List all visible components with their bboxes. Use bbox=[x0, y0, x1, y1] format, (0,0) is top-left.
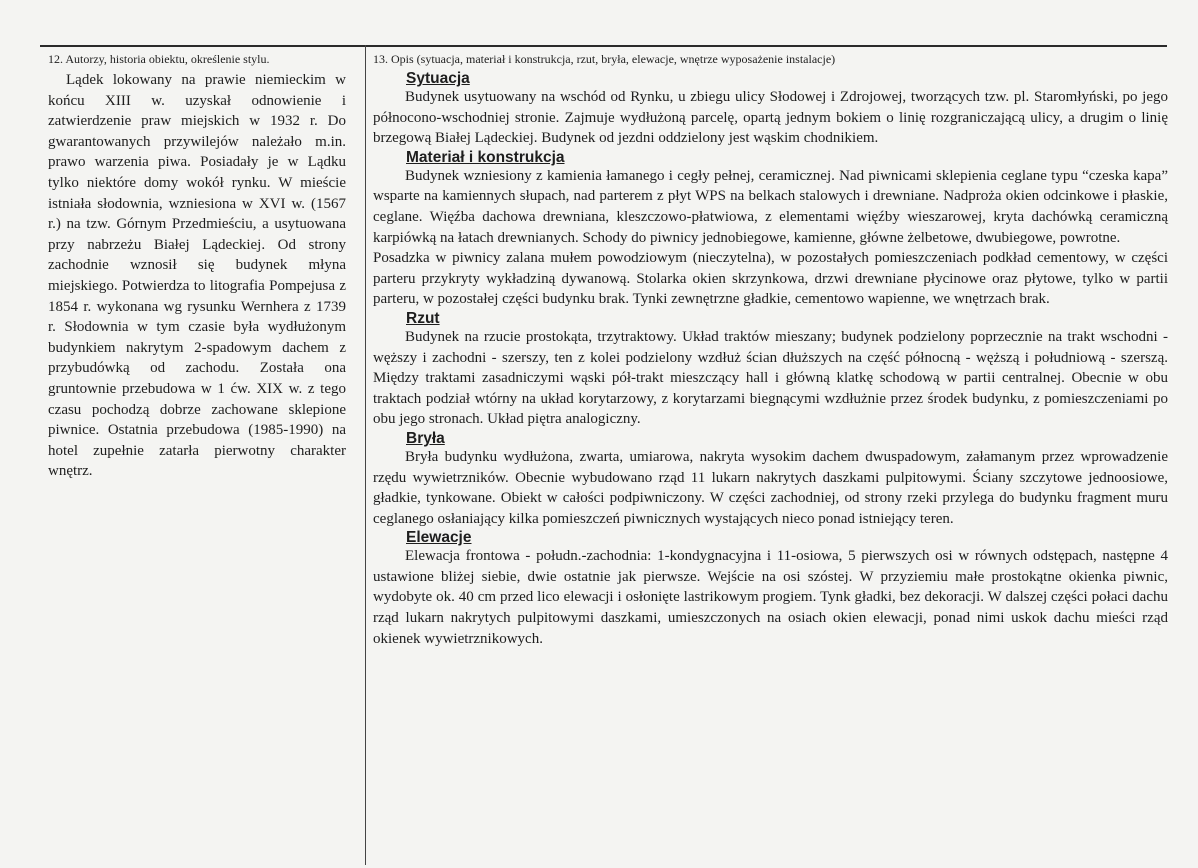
section-paragraph: Elewacja frontowa - połudn.-zachodnia: 1-kondygnacyjna i 11-osiowa, 5 pierwszych osi w równych odstępach, następne 4 ustawione bliżej siebie, dwie ostatnie jak pierwsze. Wejście na osi szóstej. W przyziemiu małe prostokątne okienka piwnic, wydobyte ok. 40 cm przed lico elewacji i osłonięte lastrikowym progiem. Tynk gładki, bez dekoracji. W dalszej części połaci dachu rząd lukarn nakrytych pulpitowymi daszkami, umieszczonych na osiach okien elewacji, ponad nimi uskok dachu mieści rząd okienek wywietrznikowych. bbox=[373, 548, 1168, 647]
section-title: Materiał i konstrukcja bbox=[406, 148, 565, 166]
history-header: 12. Autorzy, historia obiektu, określenie stylu. bbox=[48, 52, 270, 66]
section-material bbox=[373, 149, 1168, 310]
section-title: Bryła bbox=[406, 429, 445, 447]
section-paragraph: Budynek usytuowany na wschód od Rynku, u zbiegu ulicy Słodowej i Zdrojowej, tworzących tzw. pl. Staromłyński, po jego północono-wschodniej stronie. Zajmuje wydłużoną parcelę, opartą jednym bokiem o linię rozgraniczającą ulicy, a drugim o linię brzegową Białej Lądeckiej. Budynek od jezdni oddzielony jest wąskim chodnikiem. bbox=[373, 89, 1168, 147]
history-column bbox=[48, 50, 348, 482]
section-paragraph: Bryła budynku wydłużona, zwarta, umiarowa, nakryta wysokim dachem dwuspadowym, załamanym przez wprowadzenie rzędu wywietrzników. Obecnie wybudowano rząd 11 lukarn nakrytych daszkami pulpitowymi. Ściany szczytowe jednoosiowe, gładkie, tynkowane. Obiekt w całości podpiwniczony. W części zachodniej, od strony rzeki przylega do budynku fragment muru ceglanego osłaniający kilka pomieszczeń piwnicznych wystających nieco ponad istniejący teren. bbox=[373, 448, 1168, 527]
history-text: Lądek lokowany na prawie niemieckim w końcu XIII w. uzyskał odnowienie i zatwierdzenie praw miejskich w 1932 r. Do gwarantowanych przywilejów należało m.in. prawo warzenia piwa. Posiadały je w Lądku tylko niektóre domy wokół rynku. W mieście istniała słodownia, wzniesiona w XVI w. (1567 r.) na tzw. Górnym Przedmieściu, a usytuowana przy nabrzeżu Białej Lądeckiej. Od strony zachodnie wznosił się budynek młyna miejskiego. Potwierdza to litografia Pompejusa z 1854 r. wykonana wg rysunku Wernhera z 1739 r. Słodownia w tym czasie była wydłużonym budynkiem nakrytym 2-spadowym dachem z przybudówką od zachodu. Została ona gruntownie przebudowa w 1 ćw. XIX w. z tego czasu pochodzą dobrze zachowane sklepione piwnice. Ostatnia przebudowa (1985-1990) na hotel zupełnie zatarła pierwotny charakter wnętrz. bbox=[48, 72, 346, 480]
description-header: 13. Opis (sytuacja, materiał i konstrukcja, rzut, bryła, elewacje, wnętrze wyposażenie instalacje) bbox=[373, 52, 836, 66]
section-paragraph: Budynek wzniesiony z kamienia łamanego i cegły pełnej, ceramicznej. Nad piwnicami sklepienia ceglane typu “czeska kapa” wsparte na kamiennych słupach, nad parterem z płyt WPS na belkach stalowych i drewniane. Nadproża okien odcinkowe i płaskie, ceglane. Więźba dachowa drewniana, kleszczowo-płatwiowa, z elementami więźby wieszarowej, kryta dachówką ceramiczną karpiówką na łatach drewnianych. Schody do piwnicy jednobiegowe, kamienne, główne żelbetowe, dwubiegowe, powrotne. bbox=[373, 167, 1168, 246]
section-paragraph: Posadzka w piwnicy zalana mułem powodziowym (nieczytelna), w pozostałych pomieszczeniach podkład cementowy, w części parteru przykryty wykładziną dywanową. Stolarka okien skrzynkowa, drzwi drewniane płycinowe oraz płytowe, tylko w partii parteru, w pozostałej części budynku brak. Tynki zewnętrzne gładkie, cementowo wapienne, we wnętrzach brak. bbox=[373, 250, 1168, 308]
section-title: Elewacje bbox=[406, 529, 472, 547]
column-divider bbox=[365, 45, 366, 865]
section-sytuacja bbox=[373, 70, 1168, 149]
description-column bbox=[373, 50, 1168, 649]
section-title: Rzut bbox=[406, 309, 440, 327]
section-paragraph: Budynek na rzucie prostokąta, trzytraktowy. Układ traktów mieszany; budynek podzielony poprzecznie na trakt wschodni - węższy i zachodni - szerszy, ten z kolei podzielony wzdłuż ścian dłuższych na część północną - węższą i południową - szerszą. Między traktami zasadniczymi wąski pół-trakt mieszczący hall i główną klatkę schodową w partii centralnej. Obecnie w obu traktach podział wtórny na układ korytarzowy, z korytarzami biegnącymi wzdłużnie przez środek budynku, z pomieszczeniami po obu jego stronach. Układ piętra analogiczny. bbox=[373, 328, 1168, 428]
section-bryla bbox=[373, 430, 1168, 529]
section-title: Sytuacja bbox=[406, 70, 470, 87]
section-elewacje bbox=[373, 529, 1168, 649]
top-rule bbox=[40, 45, 1167, 47]
section-rzut bbox=[373, 310, 1168, 430]
